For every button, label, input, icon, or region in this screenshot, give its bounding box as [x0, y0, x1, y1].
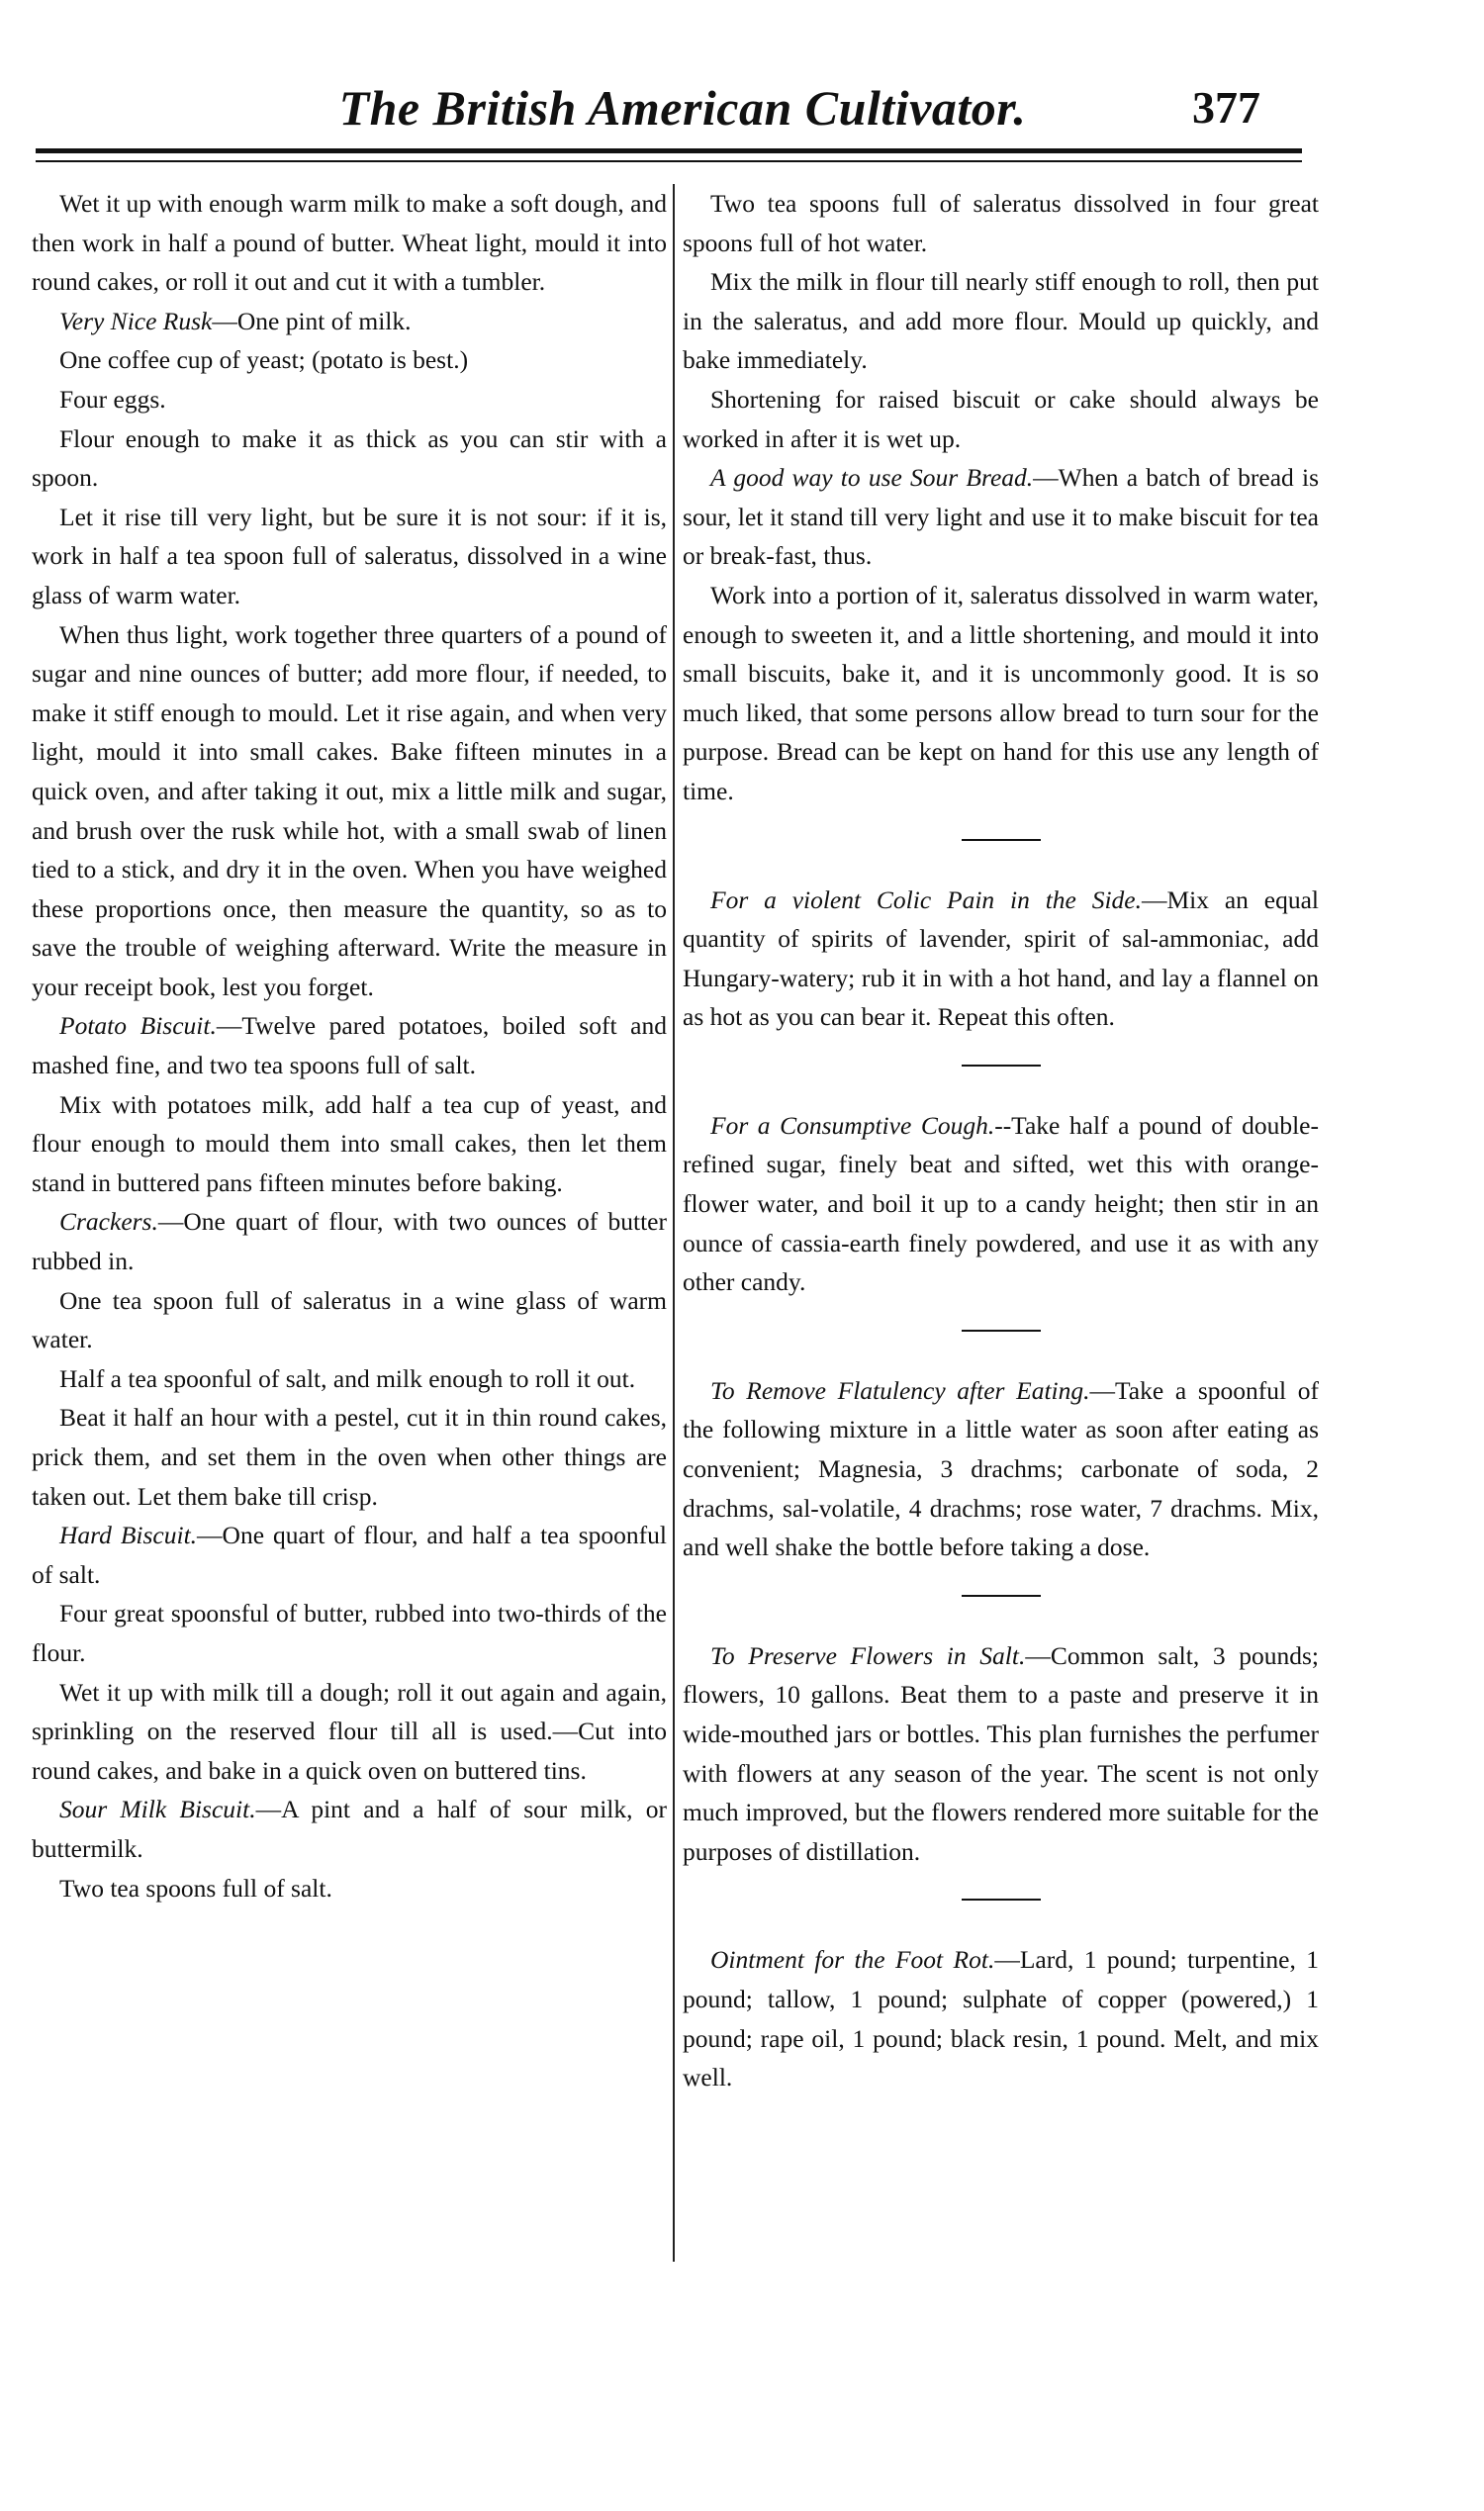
paragraph: [32, 1006, 667, 1084]
paragraph-text: —One quart of flour, with two ounces of butter rubbed in.: [32, 1207, 667, 1276]
paragraph: [683, 881, 1319, 1037]
paragraph-text: Wet it up with milk till a dough; roll it out again and again, sprinkling on the reserved flour till all is used.—Cut into round cakes, and bake in a quick oven on buttered tins.: [32, 1677, 667, 1785]
section-separator: [962, 1899, 1041, 1901]
paragraph-text: —One pint of milk.: [212, 306, 412, 335]
paragraph: [683, 262, 1319, 380]
paragraph-text: —When a batch of bread is sour, let it stand till very light and use it to make biscuit for tea or break-fast, thus.: [683, 463, 1319, 571]
paragraph-text: —Common salt, 3 pounds; flowers, 10 gallons. Beat them to a paste and preserve it in wide-mouthed jars or bottles. This plan furnishes the perfumer with flowers at any season of the year. The scent is not only much improved, but the flowers rendered more suitable for the purposes of distillation.: [683, 1640, 1319, 1866]
paragraph-text: Two tea spoons full of salt.: [59, 1873, 332, 1903]
recipe-heading: For a Consumptive Cough.: [710, 1110, 995, 1140]
paragraph: [32, 1673, 667, 1791]
paragraph: [32, 1281, 667, 1359]
paragraph-text: —A pint and a half of sour milk, or buttermilk.: [32, 1795, 667, 1863]
header-rule-thin: [36, 160, 1302, 162]
section-separator: [962, 839, 1041, 841]
paragraph: [32, 302, 667, 341]
recipe-heading: Very Nice Rusk: [59, 306, 213, 335]
paragraph-text: —Twelve pared potatoes, boiled soft and mashed fine, and two tea spoons full of salt.: [32, 1011, 667, 1080]
paragraph: [32, 184, 667, 302]
paragraph-text: Beat it half an hour with a pestel, cut it in thin round cakes, prick them, and set them in the oven when other things are taken out. Let them bake till crisp.: [32, 1403, 667, 1511]
right-column: [683, 184, 1319, 2097]
recipe-heading: To Remove Flatulency after Eating.: [710, 1375, 1090, 1405]
recipe-heading: A good way to use Sour Bread.: [710, 463, 1034, 493]
recipe-heading: Crackers.: [59, 1207, 158, 1237]
paragraph: [32, 380, 667, 419]
left-column: [32, 184, 667, 1907]
paragraph-text: Four great spoonsful of butter, rubbed into two-thirds of the flour.: [32, 1599, 667, 1667]
paragraph-text: Flour enough to make it as thick as you can stir with a spoon.: [32, 423, 667, 493]
paragraph: [32, 1398, 667, 1516]
paragraph-text: Wet it up with enough warm milk to make a soft dough, and then work in half a pound of butter. Wheat light, mould it into round cakes, or roll it out and cut it with a tumbler.: [32, 189, 667, 297]
recipe-heading: To Preserve Flowers in Salt.: [710, 1640, 1026, 1670]
paragraph: [32, 498, 667, 615]
paragraph: [32, 1594, 667, 1672]
paragraph: [32, 1516, 667, 1594]
paragraph-text: —Mix an equal quantity of spirits of lavender, spirit of sal-ammoniac, add Hungary-watery; rub it in with a hot hand, and lay a flannel on as hot as you can bear it. Repeat this often.: [683, 884, 1319, 1032]
page-header: [0, 79, 1484, 148]
paragraph: [32, 419, 667, 498]
paragraph-text: —One quart of flour, and half a tea spoonful of salt.: [32, 1521, 667, 1589]
page-number: 377: [1192, 82, 1260, 133]
paragraph-text: One tea spoon full of saleratus in a wine glass of warm water.: [32, 1285, 667, 1354]
paragraph-text: Mix the milk in flour till nearly stiff enough to roll, then put in the saleratus, and add more flour. Mould up quickly, and bake immediately.: [683, 267, 1319, 375]
paragraph-text: Half a tea spoonful of salt, and milk enough to roll it out.: [59, 1363, 636, 1393]
paragraph: [683, 1371, 1319, 1567]
paragraph: [32, 1790, 667, 1868]
paragraph: [683, 576, 1319, 811]
paragraph: [32, 340, 667, 380]
paragraph-text: Let it rise till very light, but be sure it is not sour: if it is, work in half a tea spoon full of saleratus, dissolved in a wine glass of warm water.: [32, 502, 667, 609]
publication-title: The British American Cultivator.: [338, 80, 1027, 136]
paragraph-text: When thus light, work together three quarters of a pound of sugar and nine ounces of butter; add more flour, if needed, to make it stiff enough to mould. Let it rise again, and when very light, mould it into small cakes. Bake fifteen minutes in a quick oven, and after taking it out, mix a little milk and sugar, and brush over the rusk while hot, with a small swab of linen tied to a stick, and dry it in the oven. When you have weighed these proportions once, then measure the quantity, so as to save the trouble of weighing afterward. Write the measure in your receipt book, lest you forget.: [32, 619, 667, 1001]
paragraph: [683, 1636, 1319, 1872]
paragraph-text: Four eggs.: [59, 384, 166, 414]
recipe-heading: Hard Biscuit.: [59, 1521, 198, 1550]
recipe-heading: Ointment for the Foot Rot.: [710, 1945, 995, 1975]
section-separator: [962, 1065, 1041, 1067]
paragraph-text: --Take half a pound of double-refined sugar, finely beat and sifted, wet this with orange-flower water, and boil it up to a candy height; then stir in an ounce of cassia-earth finely powdered, and use it as with any other candy.: [683, 1110, 1319, 1297]
paragraph: [32, 615, 667, 1007]
paragraph: [683, 458, 1319, 576]
paragraph: [32, 1085, 667, 1203]
paragraph: [32, 1202, 667, 1280]
recipe-heading: For a violent Colic Pain in the Side.: [710, 884, 1142, 914]
paragraph-text: Shortening for raised biscuit or cake should always be worked in after it is wet up.: [683, 384, 1319, 453]
paragraph-text: Two tea spoons full of saleratus dissolved in four great spoons full of hot water.: [683, 189, 1319, 257]
paragraph-text: Mix with potatoes milk, add half a tea cup of yeast, and flour enough to mould them into small cakes, then let them stand in buttered pans fifteen minutes before baking.: [32, 1089, 667, 1197]
section-separator: [962, 1330, 1041, 1332]
paragraph: [32, 1869, 667, 1908]
paragraph: [32, 1359, 667, 1399]
paragraph: [683, 1940, 1319, 2096]
recipe-heading: Sour Milk Biscuit.: [59, 1795, 256, 1824]
paragraph: [683, 184, 1319, 262]
paragraph: [683, 1106, 1319, 1302]
paragraph-text: One coffee cup of yeast; (potato is best.): [59, 345, 469, 375]
paragraph-text: —Take a spoonful of the following mixture in a little water as soon after eating as convenient; Magnesia, 3 drachms; carbonate of soda, 2 drachms, sal-volatile, 4 drachms; rose water, 7 drachms. Mix, and well shake the bottle before taking a dose.: [683, 1375, 1319, 1562]
column-divider: [673, 184, 675, 2262]
paragraph-text: —Lard, 1 pound; turpentine, 1 pound; tallow, 1 pound; sulphate of copper (powered,) 1 pound; rape oil, 1 pound; black resin, 1 pound. Melt, and mix well.: [683, 1945, 1319, 2092]
header-rule-thick: [36, 148, 1302, 153]
paragraph-text: Work into a portion of it, saleratus dissolved in warm water, enough to sweeten it, and a little shortening, and mould it into small biscuits, bake it, and it is uncommonly good. It is so much liked, that some persons allow bread to turn sour for the purpose. Bread can be kept on hand for this use any length of time.: [683, 580, 1319, 805]
recipe-heading: Potato Biscuit.: [59, 1011, 217, 1041]
paragraph: [683, 380, 1319, 458]
section-separator: [962, 1595, 1041, 1597]
